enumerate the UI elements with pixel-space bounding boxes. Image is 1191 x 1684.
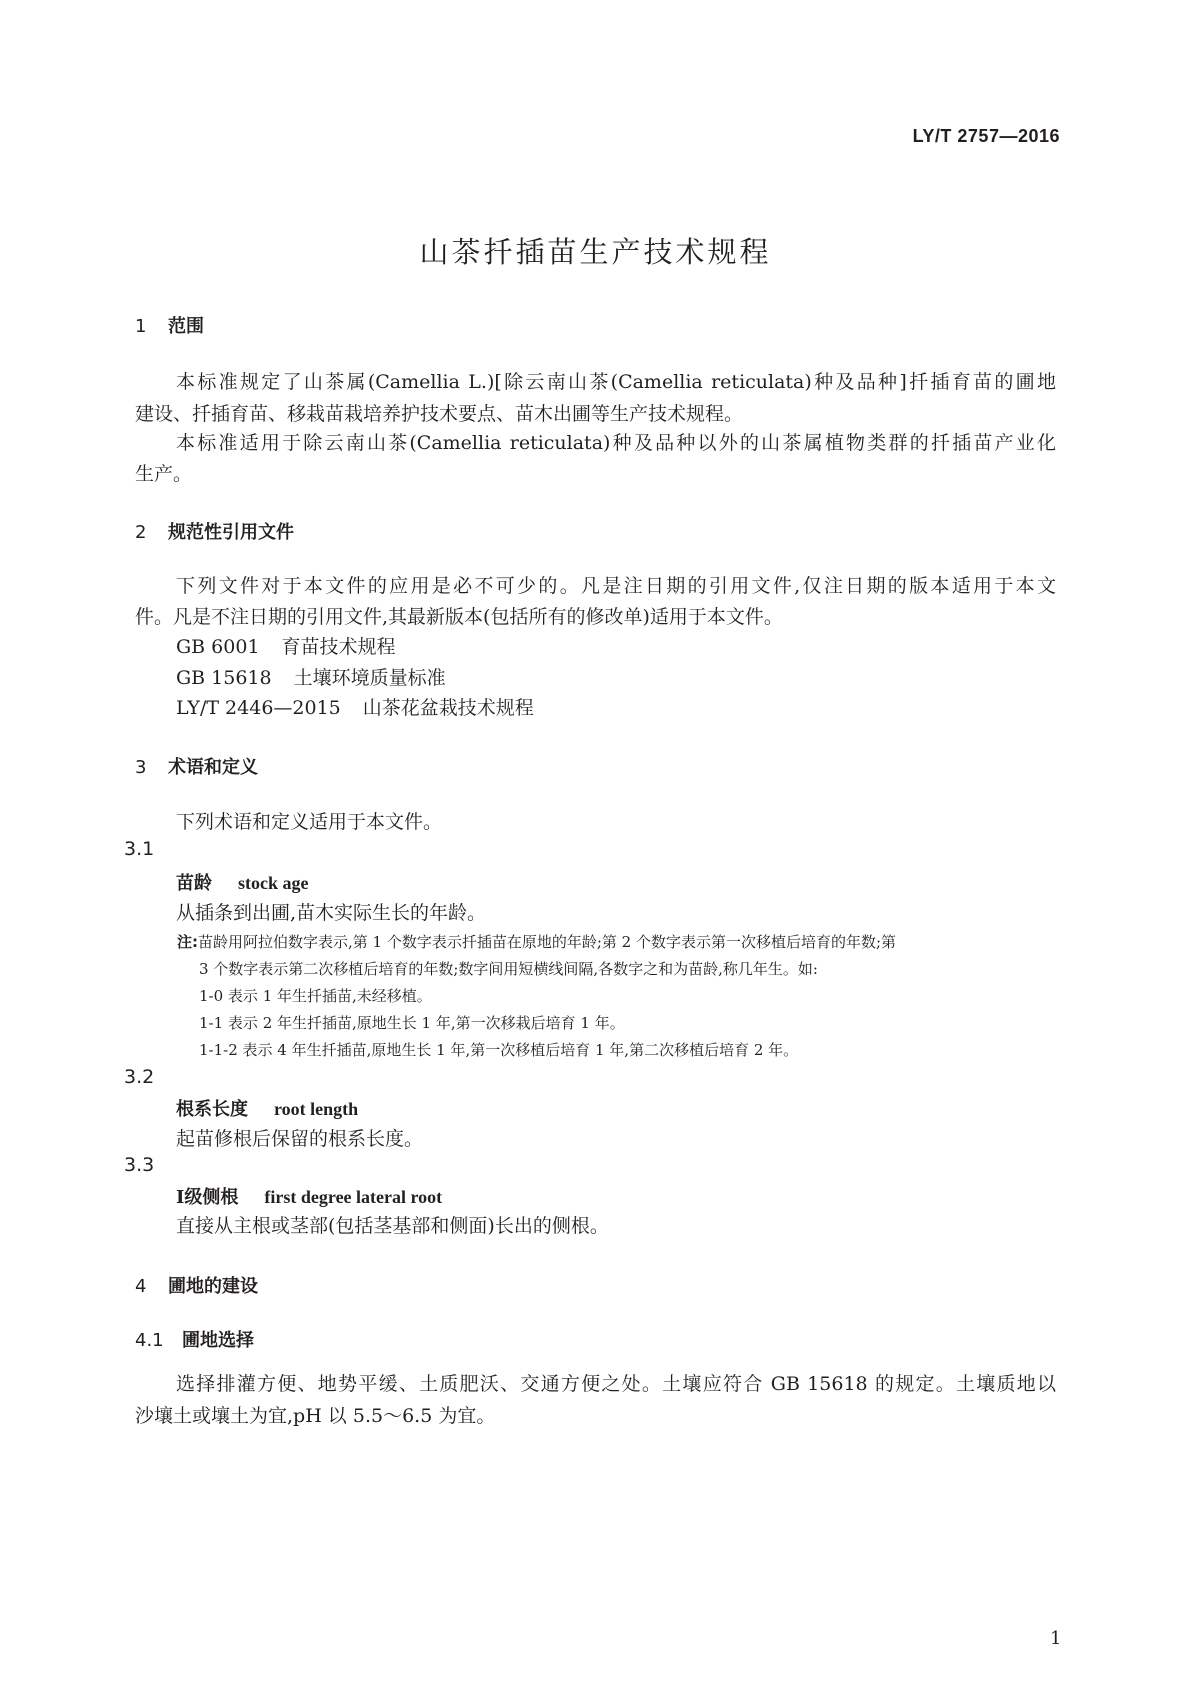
term-name xyxy=(176,869,309,895)
document-title: 山茶扦插苗生产技术规程 xyxy=(419,235,772,269)
section-number: 2 xyxy=(135,522,147,543)
term-en: root length xyxy=(274,1099,359,1119)
term-zh: Ⅰ级侧根 xyxy=(176,1187,239,1208)
section-2-heading xyxy=(135,518,294,544)
section-number: 4 xyxy=(135,1276,147,1297)
refs-intro-line-2: 件。凡是不注日期的引用文件,其最新版本(包括所有的修改单)适用于本文件。 xyxy=(135,606,783,628)
reference-item xyxy=(176,632,396,659)
section-4-heading xyxy=(135,1272,258,1298)
section-number: 1 xyxy=(135,316,147,337)
reference-name: 山茶花盆栽技术规程 xyxy=(362,697,534,719)
reference-name: 育苗技术规程 xyxy=(281,636,396,658)
term-zh: 根系长度 xyxy=(176,1099,248,1120)
terms-intro: 下列术语和定义适用于本文件。 xyxy=(176,811,443,833)
reference-item xyxy=(176,663,446,690)
scope-para-2-line-2: 生产。 xyxy=(135,463,193,485)
term-note-line-3: 1-0 表示 1 年生扦插苗,未经移植。 xyxy=(199,987,432,1005)
term-number: 3.2 xyxy=(124,1066,155,1088)
term-en: first degree lateral root xyxy=(264,1187,443,1207)
term-zh: 苗龄 xyxy=(176,873,212,894)
term-number: 3.1 xyxy=(124,838,155,860)
note-text: 苗龄用阿拉伯数字表示,第 1 个数字表示扦插苗在原地的年龄;第 2 个数字表示第一次移植后培育的年数;第 xyxy=(198,933,897,951)
term-en: stock age xyxy=(238,873,309,893)
section-number: 3 xyxy=(135,757,147,778)
term-number: 3.3 xyxy=(124,1154,155,1176)
reference-code: GB 6001 xyxy=(176,636,260,658)
page-number: 1 xyxy=(1050,1628,1062,1649)
term-definition: 从插条到出圃,苗木实际生长的年龄。 xyxy=(176,902,487,924)
section-1-heading xyxy=(135,312,204,338)
subsection-title: 圃地选择 xyxy=(182,1330,254,1351)
scope-para-2-line-1: 本标准适用于除云南山茶(Camellia reticulata)种及品种以外的山茶属植物类群的扦插苗产业化 xyxy=(176,432,1056,454)
standard-number: LY/T 2757—2016 xyxy=(912,126,1060,146)
reference-code: GB 15618 xyxy=(176,667,272,689)
reference-item xyxy=(176,693,534,720)
section-title: 圃地的建设 xyxy=(168,1276,258,1297)
scope-para-1-line-1: 本标准规定了山茶属(Camellia L.)[除云南山茶(Camellia reticulata)种及品种]扦插育苗的圃地 xyxy=(176,371,1056,393)
term-note-line-1 xyxy=(177,931,896,952)
refs-intro-line-1: 下列文件对于本文件的应用是必不可少的。凡是注日期的引用文件,仅注日期的版本适用于本文 xyxy=(176,575,1056,597)
term-note-line-2: 3 个数字表示第二次移植后培育的年数;数字间用短横线间隔,各数字之和为苗龄,称几年生。如: xyxy=(199,960,818,978)
subsection-4-1-heading xyxy=(135,1326,254,1352)
site-selection-line-2: 沙壤土或壤土为宜,pH 以 5.5～6.5 为宜。 xyxy=(135,1405,496,1427)
reference-code: LY/T 2446—2015 xyxy=(176,697,341,719)
term-note-line-4: 1-1 表示 2 年生扦插苗,原地生长 1 年,第一次移栽后培育 1 年。 xyxy=(199,1014,625,1032)
note-label: 注: xyxy=(177,933,198,951)
term-name xyxy=(176,1183,442,1209)
section-3-heading xyxy=(135,753,258,779)
section-title: 范围 xyxy=(168,316,204,337)
term-definition: 起苗修根后保留的根系长度。 xyxy=(176,1128,424,1150)
section-title: 规范性引用文件 xyxy=(168,522,294,543)
site-selection-line-1: 选择排灌方便、地势平缓、土质肥沃、交通方便之处。土壤应符合 GB 15618 的规定。土壤质地以 xyxy=(176,1373,1056,1395)
term-note-line-5: 1-1-2 表示 4 年生扦插苗,原地生长 1 年,第一次移植后培育 1 年,第二次移植后培育 2 年。 xyxy=(199,1041,799,1059)
reference-name: 土壤环境质量标准 xyxy=(293,667,446,689)
term-name xyxy=(176,1095,358,1121)
term-definition: 直接从主根或茎部(包括茎基部和侧面)长出的侧根。 xyxy=(176,1215,609,1237)
section-title: 术语和定义 xyxy=(168,757,258,778)
subsection-number: 4.1 xyxy=(135,1330,164,1351)
scope-para-1-line-2: 建设、扦插育苗、移栽苗栽培养护技术要点、苗木出圃等生产技术规程。 xyxy=(135,403,744,425)
